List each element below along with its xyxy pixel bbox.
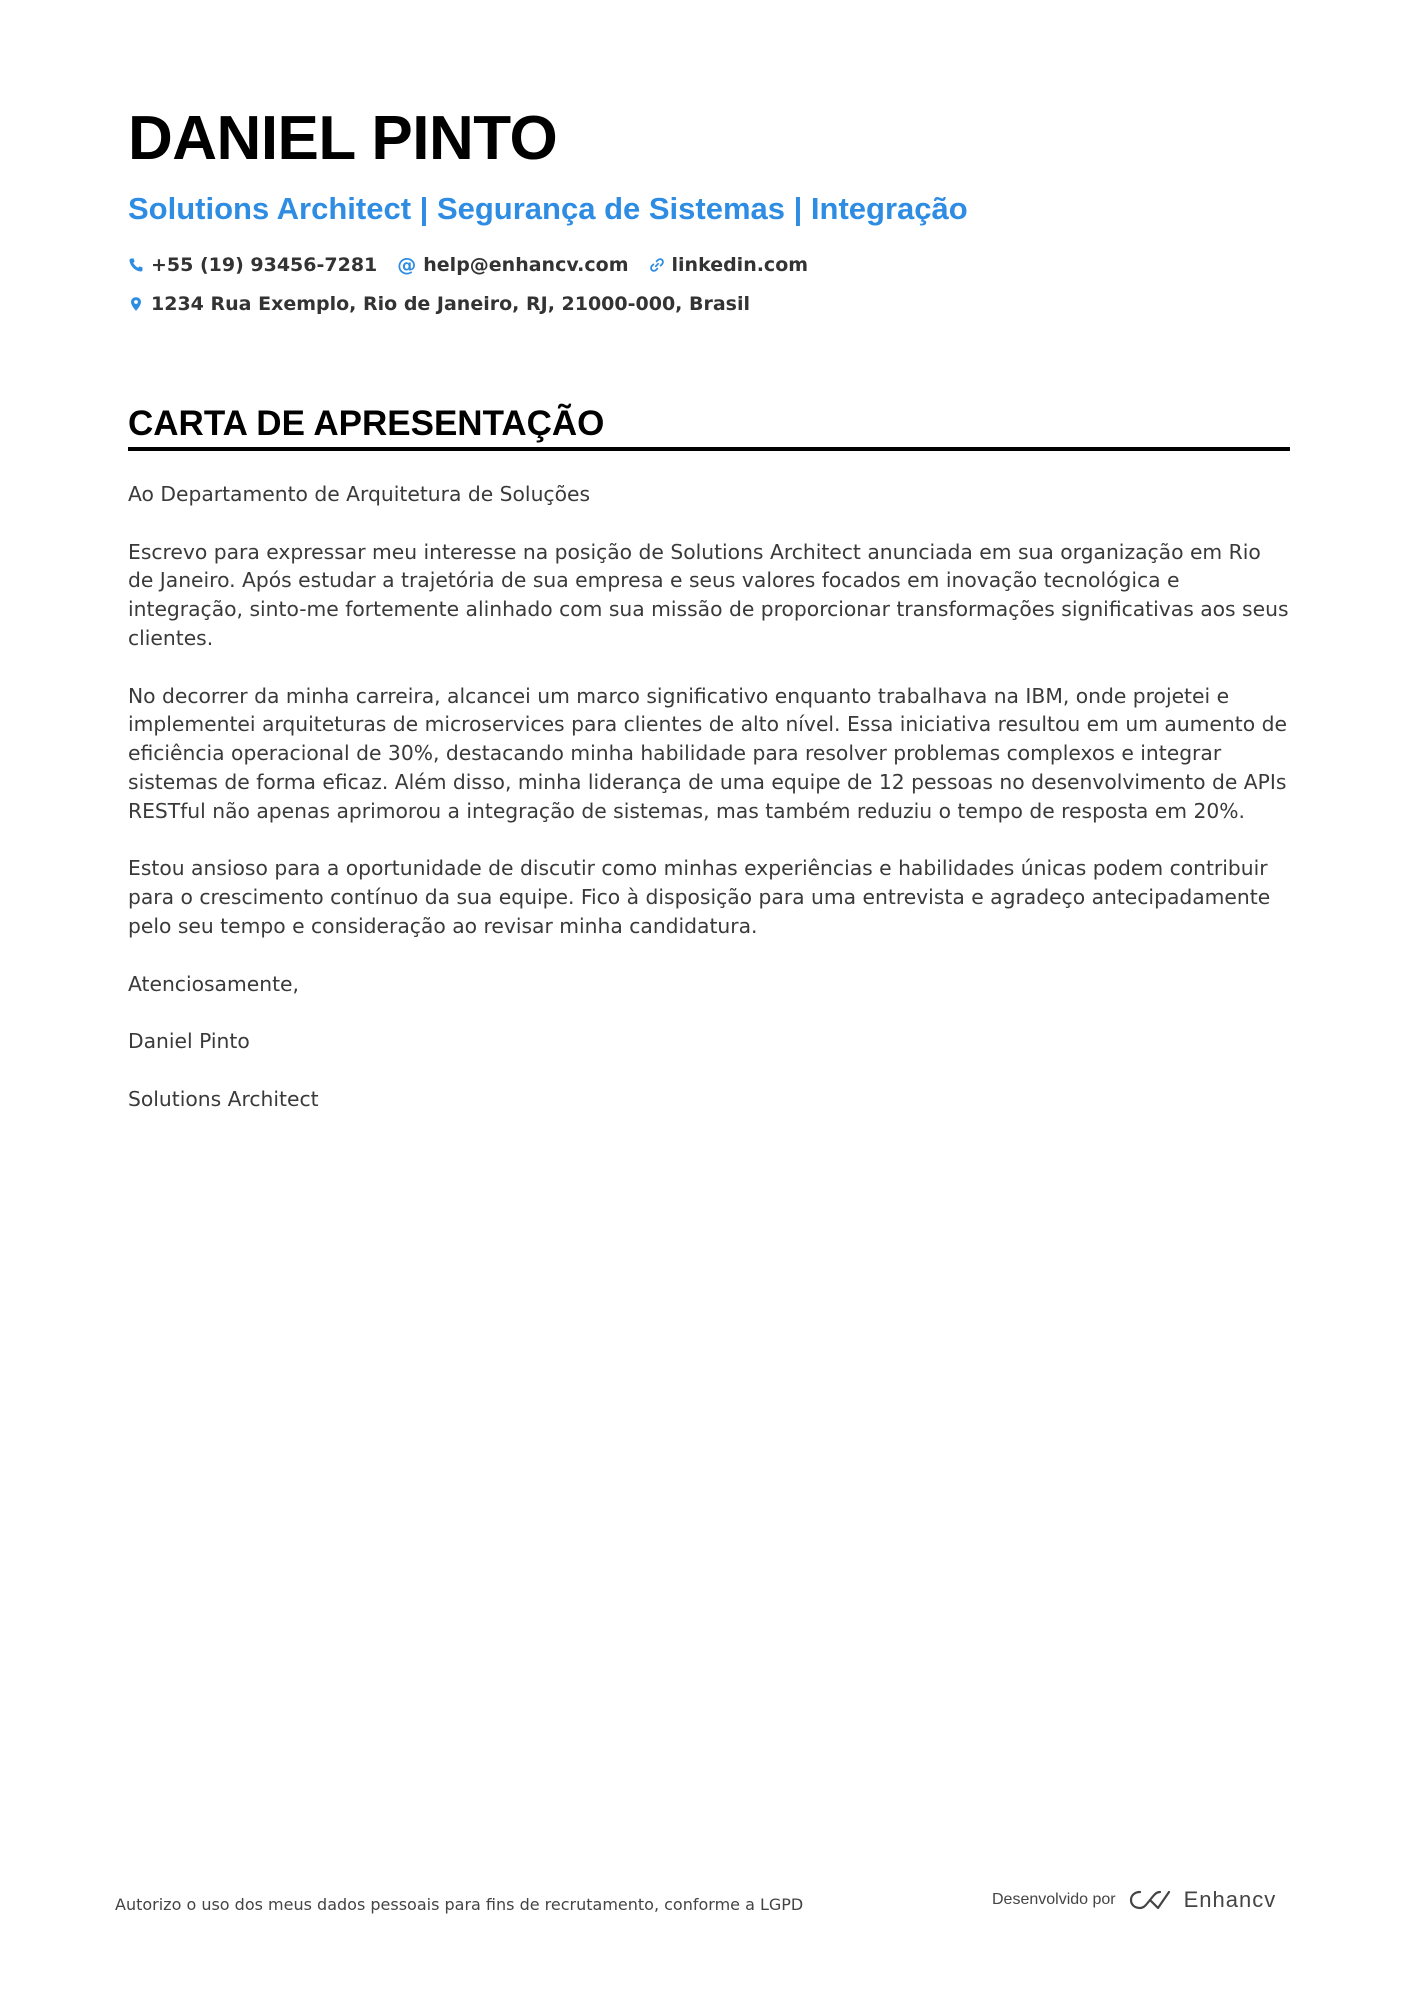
address-contact: [128, 293, 750, 315]
address-row: [128, 293, 770, 315]
profile-link[interactable]: linkedin.com: [671, 254, 809, 276]
address-text: 1234 Rua Exemplo, Rio de Janeiro, RJ, 21000-000, Brasil: [151, 293, 751, 315]
letter-greeting: Ao Departamento de Arquitetura de Soluções: [128, 482, 591, 506]
email-contact[interactable]: [397, 254, 628, 276]
section-title: CARTA DE APRESENTAÇÃO: [128, 406, 1290, 451]
at-icon: @: [397, 254, 417, 276]
powered-by: [992, 1887, 1276, 1913]
enhancv-brand[interactable]: Enhancv: [1183, 1887, 1277, 1912]
letter-body: [128, 480, 1290, 1142]
candidate-headline: Solutions Architect | Segurança de Sistemas | Integração: [128, 191, 968, 226]
link-icon: [649, 257, 665, 273]
email-address[interactable]: help@enhancv.com: [423, 254, 629, 276]
letter-closing: Atenciosamente,: [128, 971, 299, 996]
letter-paragraph: No decorrer da minha carreira, alcancei um marco significativo enquanto trabalhava na IBM, onde projetei e implementei arquiteturas de microservices para clientes de alto nível. Essa iniciativa resultou em um aumento de eficiência operacional de 30%, destacando minha habilidade para resolver problemas complexos e integrar sistemas de forma eficaz. Além disso, minha liderança de uma equipe de 12 pessoas no desenvolvimento de APIs RESTful não apenas aprimorou a integração de sistemas, mas também reduziu o tempo de resposta em 20%.: [128, 683, 1287, 823]
consent-note: Autorizo o uso dos meus dados pessoais para fins de recrutamento, conforme a LGPD: [115, 1895, 804, 1914]
phone-contact: [128, 254, 377, 276]
enhancv-logo-icon: [1128, 1887, 1172, 1913]
signature-name: Daniel Pinto: [128, 1029, 250, 1054]
link-contact[interactable]: [649, 254, 809, 276]
phone-number: +55 (19) 93456-7281: [151, 254, 378, 276]
powered-by-label: Desenvolvido por: [992, 1891, 1116, 1908]
contact-row: [128, 254, 828, 276]
phone-icon: [128, 257, 144, 273]
letter-paragraph: Estou ansioso para a oportunidade de discutir como minhas experiências e habilidades únicas podem contribuir para o crescimento contínuo da sua equipe. Fico à disposição para uma entrevista e agradeço antecipadamente pelo seu tempo e consideração ao revisar minha candidatura.: [128, 856, 1271, 938]
location-pin-icon: [128, 296, 144, 312]
letter-paragraph: Escrevo para expressar meu interesse na posição de Solutions Architect anunciada em sua organização em Rio de Janeiro. Após estudar a trajetória de sua empresa e seus valores focados em inovação tecnológica e integração, sinto-me fortemente alinhado com sua missão de proporcionar transformações significativas aos seus clientes.: [128, 539, 1289, 650]
candidate-name: DANIEL PINTO: [128, 104, 558, 173]
signature-title: Solutions Architect: [128, 1086, 319, 1111]
